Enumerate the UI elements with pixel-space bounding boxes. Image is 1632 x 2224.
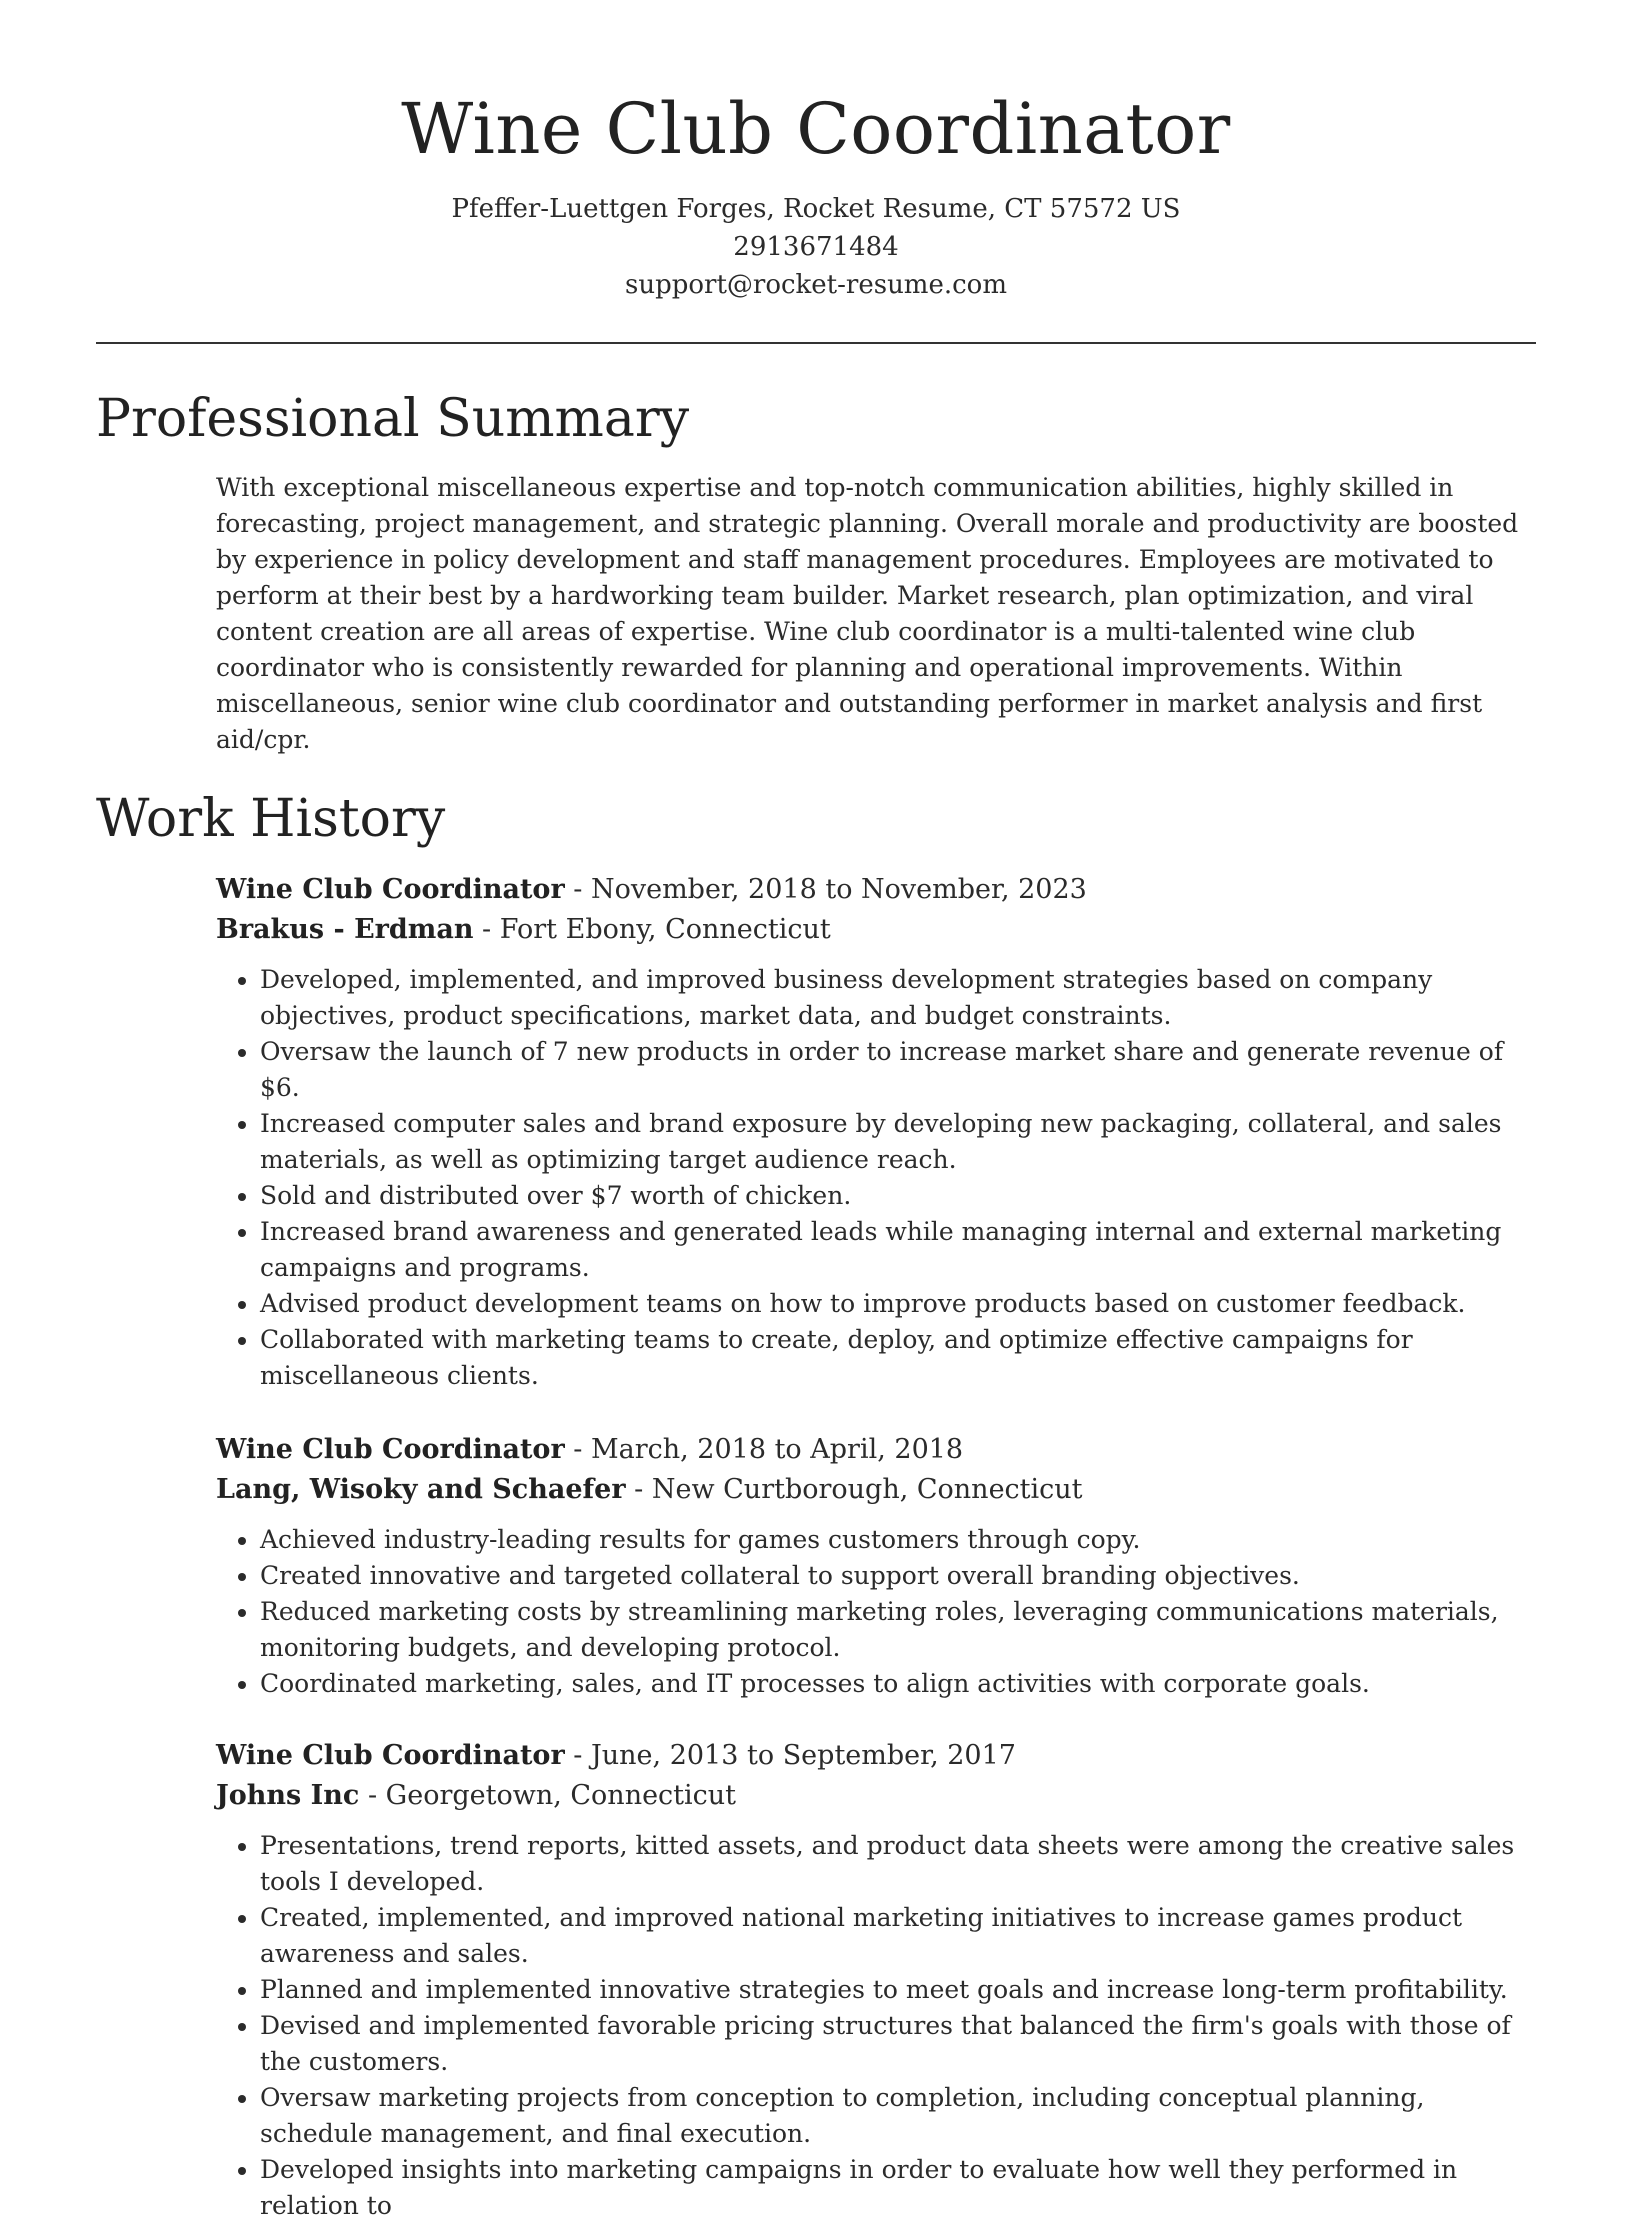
job-bullet: • Increased brand awareness and generated leads while managing internal and external marketing campaigns and programs. [260, 1214, 1536, 1286]
job-company-line [216, 1776, 1536, 1816]
job-bullet: • Devised and implemented favorable pricing structures that balanced the firm's goals with those of the customers. [260, 2008, 1536, 2080]
job-dates: - March, 2018 to April, 2018 [564, 1434, 964, 1465]
contact-email: support@rocket-resume.com [624, 270, 1007, 300]
job-company-line [216, 1470, 1536, 1510]
job-bullet: • Oversaw marketing projects from conception to completion, including conceptual planning, schedule management, and final execution. [260, 2080, 1536, 2152]
candidate-name: Wine Club Coordinator [401, 88, 1231, 170]
job-entry [216, 1736, 1536, 2224]
job-title-line [216, 1736, 1536, 1776]
job-bullet: • Presentations, trend reports, kitted assets, and product data sheets were among the creative sales tools I developed. [260, 1828, 1536, 1900]
job-title-line [216, 1430, 1536, 1470]
resume-header [96, 0, 1536, 304]
job-bullet: • Planned and implemented innovative strategies to meet goals and increase long-term profitability. [260, 1972, 1536, 2008]
resume-page [96, 0, 1536, 2224]
job-location: - New Curtborough, Connecticut [625, 1474, 1083, 1505]
job-company: Brakus - Erdman [216, 914, 474, 945]
job-title: Wine Club Coordinator [216, 1740, 565, 1771]
job-bullet: • Created innovative and targeted collateral to support overall branding objectives. [260, 1558, 1536, 1594]
contact-address: Pfeffer-Luettgen Forges, Rocket Resume, CT 57572 US [451, 194, 1181, 224]
job-entry [216, 1430, 1536, 1702]
contact-phone: 2913671484 [733, 232, 899, 262]
job-bullet: • Coordinated marketing, sales, and IT processes to align activities with corporate goals. [260, 1666, 1536, 1702]
job-bullet: • Developed insights into marketing campaigns in order to evaluate how well they performed in relation to [260, 2152, 1536, 2224]
job-title: Wine Club Coordinator [216, 874, 565, 905]
job-company: Johns Inc [216, 1780, 360, 1811]
job-bullet: • Increased computer sales and brand exposure by developing new packaging, collateral, and sales materials, as well as optimizing target audience reach. [260, 1106, 1536, 1178]
contact-block [96, 190, 1536, 304]
job-location: - Fort Ebony, Connecticut [473, 914, 831, 945]
job-bullet: • Advised product development teams on how to improve products based on customer feedback. [260, 1286, 1536, 1322]
job-bullets [216, 962, 1536, 1394]
job-location: - Georgetown, Connecticut [359, 1780, 737, 1811]
job-bullet: • Created, implemented, and improved national marketing initiatives to increase games product awareness and sales. [260, 1900, 1536, 1972]
job-bullet: • Sold and distributed over $7 worth of chicken. [260, 1178, 1536, 1214]
job-dates: - November, 2018 to November, 2023 [564, 874, 1087, 905]
job-dates: - June, 2013 to September, 2017 [564, 1740, 1016, 1771]
section-title-summary: Professional Summary [96, 389, 690, 449]
job-bullets [216, 1522, 1536, 1702]
job-company: Lang, Wisoky and Schaefer [216, 1474, 626, 1505]
job-company-line [216, 910, 1536, 950]
header-divider [96, 342, 1536, 344]
job-entry [216, 870, 1536, 1394]
job-bullet: • Developed, implemented, and improved business development strategies based on company objectives, product specifications, market data, and budget constraints. [260, 962, 1536, 1034]
job-bullet: • Oversaw the launch of 7 new products in order to increase market share and generate revenue of $6. [260, 1034, 1536, 1106]
summary-text: With exceptional miscellaneous expertise and top-notch communication abilities, highly skilled in forecasting, project management, and strategic planning. Overall morale and productivity are boosted by experience in policy development and staff management procedures. Employees are motivated to perform at their best by a hardworking team builder. Market research, plan optimization, and viral content creation are all areas of expertise. Wine club coordinator is a multi-talented wine club coordinator who is consistently rewarded for planning and operational improvements. Within miscellaneous, senior wine club coordinator and outstanding performer in market analysis and first aid/cpr. [216, 473, 1519, 754]
section-title-work-history: Work History [96, 789, 446, 849]
job-bullet: • Collaborated with marketing teams to create, deploy, and optimize effective campaigns for miscellaneous clients. [260, 1322, 1536, 1394]
job-bullets [216, 1828, 1536, 2224]
job-title-line [216, 870, 1536, 910]
job-title: Wine Club Coordinator [216, 1434, 565, 1465]
job-bullet: • Achieved industry-leading results for games customers through copy. [260, 1522, 1536, 1558]
job-bullet: • Reduced marketing costs by streamlining marketing roles, leveraging communications materials, monitoring budgets, and developing protocol. [260, 1594, 1536, 1666]
